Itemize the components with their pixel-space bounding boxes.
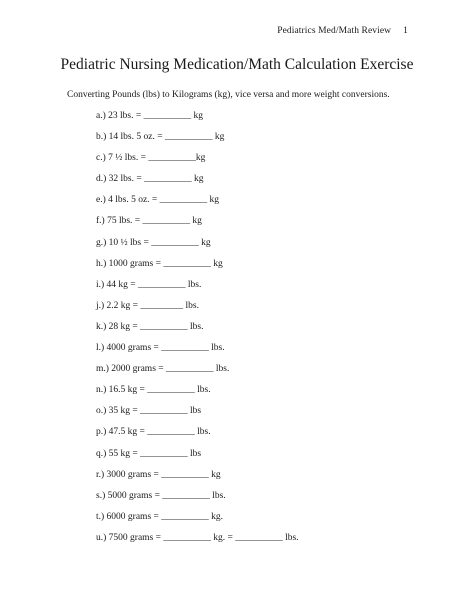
problem-item: a.) 23 lbs. = __________ kg (96, 111, 203, 121)
document-title: Pediatric Nursing Medication/Math Calculation Exercise (60, 56, 414, 73)
problem-item: r.) 3000 grams = __________ kg (96, 469, 221, 480)
running-header (277, 26, 408, 36)
problem-item: p.) 47.5 kg = __________ lbs. (96, 427, 211, 438)
problem-item: h.) 1000 grams = __________ kg (96, 258, 223, 269)
problem-item: o.) 35 kg = __________ lbs (96, 406, 202, 417)
problem-item: n.) 16.5 kg = __________ lbs. (96, 385, 211, 396)
problem-list (96, 111, 299, 554)
problem-item: g.) 10 ½ lbs = __________ kg (96, 237, 211, 248)
problem-item: u.) 7500 grams = __________ kg. = __________ lbs. (96, 532, 299, 543)
problem-item: f.) 75 lbs. = __________ kg (96, 216, 202, 227)
problem-item: j.) 2.2 kg = _________ lbs. (96, 300, 199, 311)
instructions-text: Converting Pounds (lbs) to Kilograms (kg), vice versa and more weight conversions. (67, 90, 390, 100)
problem-item: b.) 14 lbs. 5 oz. = __________ kg (96, 132, 225, 143)
running-header-title: Pediatrics Med/Math Review (277, 26, 392, 36)
problem-item: l.) 4000 grams = __________ lbs. (96, 343, 225, 354)
problem-item: c.) 7 ½ lbs. = __________kg (96, 153, 206, 164)
page-number: 1 (403, 26, 408, 36)
problem-item: i.) 44 kg = __________ lbs. (96, 279, 202, 290)
problem-item: d.) 32 lbs. = __________ kg (96, 174, 204, 185)
problem-item: k.) 28 kg = __________ lbs. (96, 321, 204, 332)
problem-item: m.) 2000 grams = __________ lbs. (96, 364, 230, 375)
problem-item: t.) 6000 grams = __________ kg. (96, 511, 224, 522)
problem-item: e.) 4 lbs. 5 oz. = __________ kg (96, 195, 220, 206)
problem-item: s.) 5000 grams = __________ lbs. (96, 490, 226, 501)
problem-item: q.) 55 kg = __________ lbs (96, 448, 202, 459)
